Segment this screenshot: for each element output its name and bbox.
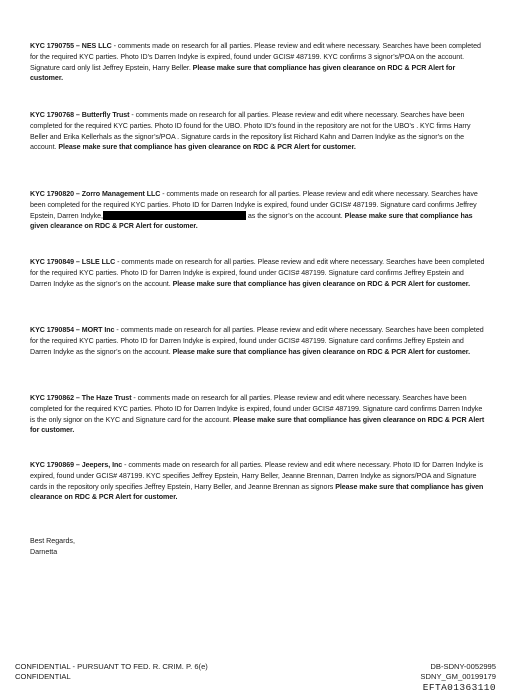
bates-stamps: [420, 662, 496, 693]
redaction-bar: [103, 211, 246, 220]
entry-id: KYC 1790854 – MORT Inc: [30, 326, 115, 334]
kyc-entry-mort-inc: [30, 325, 486, 357]
kyc-entry-butterfly-trust: [30, 110, 486, 153]
entry-id: KYC 1790755 – NES LLC: [30, 42, 112, 50]
kyc-entry-nes-llc: [30, 41, 486, 84]
entry-text: - comments made on research for all parties. Please review and edit where necessary. Searches have been completed for the required KYC parties. Photo ID for Darren Indyke is expired, found under GCIS# 487199. Signature card confirms Jeffrey Epstein and Darren Indyke as the signor’s on the account.: [30, 258, 485, 288]
entry-text: - comments made on research for all parties. Please review and edit where necessary. Searches have been completed for the required KYC parties. Photo ID for Darren Indyke is expired, found under GCIS# 487199. Signature card confirms Jeffrey Epstein, Darren Indyke,: [30, 190, 478, 220]
closing: Best Regards,: [30, 537, 75, 545]
signer-name: Darnetta: [30, 547, 58, 556]
entry-text: - comments made on research for all parties. Please review and edit where necessary. Photo ID for Darren Indyke is expired, found under GCIS# 487199. KYC specifies Jeffrey Epstein, Harry Beller, Jeanne Brennan, Darren Indyke as signors/POA and Signature cards in the repository only specifies Jeffrey Epstein, Harry Beller, and Jeanne Brennan as signors: [30, 461, 483, 491]
efta-number: EFTA01363110: [422, 682, 496, 693]
confidential-line-2: CONFIDENTIAL: [15, 672, 71, 681]
kyc-entry-lsle-llc: [30, 257, 486, 289]
entry-id: KYC 1790862 – The Haze Trust: [30, 394, 132, 402]
entry-text: - comments made on research for all parties. Please review and edit where necessary. Searches have been completed for the required KYC parties. Photo ID’s Darren Indyke is expired, found under GCIS# 487199. KYC confirms 3 signor’s/POA on the account. Signature card only list Jeffrey Epstein, Harry Beller.: [30, 42, 481, 72]
bates-number-1: DB-SDNY-0052995: [430, 662, 496, 671]
entry-id: KYC 1790768 – Butterfly Trust: [30, 111, 130, 119]
entry-alert: Please make sure that compliance has given clearance on RDC & PCR Alert for customer.: [58, 143, 356, 152]
kyc-entry-jeepers-inc: [30, 460, 486, 503]
confidentiality-footer: [15, 662, 208, 682]
entry-alert: Please make sure that compliance has given clearance on RDC & PCR Alert for customer.: [30, 415, 485, 435]
kyc-entry-zorro-management: [30, 189, 486, 232]
entry-alert: Please make sure that compliance has given clearance on RDC & PCR Alert for customer.: [172, 347, 471, 356]
entry-text: - comments made on research for all parties. Please review and edit where necessary. Searches have been completed for the required KYC parties. Photo ID for Darren Indyke is expired, found under GCIS# 487199. Signature card confirms Darren Indyke is the only signor on the KYC and Signature card for the account.: [30, 394, 483, 424]
signoff: [30, 536, 75, 558]
entry-alert: Please make sure that compliance has given clearance on RDC & PCR Alert for customer.: [30, 63, 456, 83]
entry-text-after: as the signor’s on the account.: [245, 211, 345, 220]
bates-number-2: SDNY_GM_00199179: [420, 672, 496, 681]
entry-id: KYC 1790820 – Zorro Management LLC: [30, 190, 161, 198]
kyc-entry-haze-trust: [30, 393, 486, 436]
entry-alert: Please make sure that compliance has given clearance on RDC & PCR Alert for customer.: [172, 279, 471, 288]
entry-id: KYC 1790849 – LSLE LLC: [30, 258, 116, 266]
entry-alert: Please make sure that compliance has given clearance on RDC & PCR Alert for customer.: [30, 482, 484, 502]
confidential-line-1: CONFIDENTIAL - PURSUANT TO FED. R. CRIM. P. 6(e): [15, 662, 208, 671]
entry-id: KYC 1790869 – Jeepers, Inc: [30, 461, 123, 469]
entry-alert: Please make sure that compliance has given clearance on RDC & PCR Alert for customer.: [30, 211, 473, 231]
entry-text: - comments made on research for all parties. Please review and edit where necessary. Searches have been completed for the required KYC parties. Photo ID found for the UBO. Photo ID’s found in the repository are not for the UBO’s . KYC firms Harry Beller and Erika Kellerhals as the signor’s/POA . Signature cards in the repository list Richard Kahn and Darren Indyke as the signor’s on the account.: [30, 111, 471, 152]
entry-text: - comments made on research for all parties. Please review and edit where necessary. Searches have been completed for the required KYC parties. Photo ID for Darren Indyke is expired, found under GCIS# 487199. Signature card confirms Jeffrey Epstein and Darren Indyke as the signor’s on the account.: [30, 326, 484, 356]
